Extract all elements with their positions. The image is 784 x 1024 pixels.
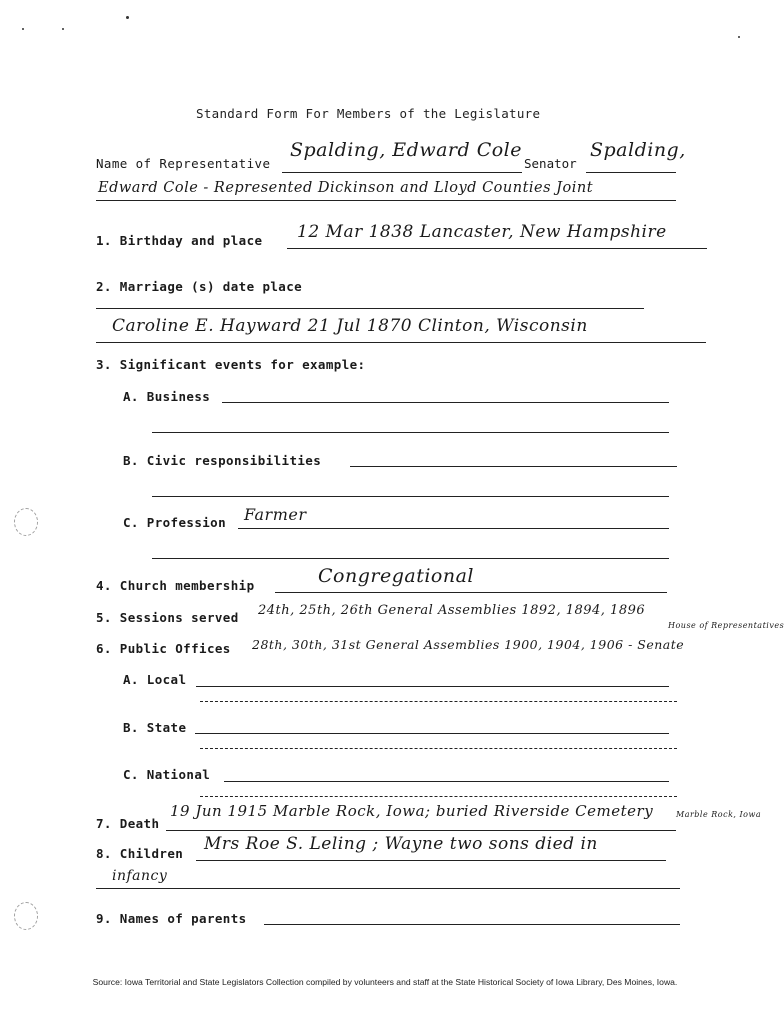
business-label-text: A. Business: [123, 389, 211, 404]
events-label-text: 3. Significant events for example:: [96, 357, 366, 372]
local-line: [196, 686, 669, 687]
sessions-value: 24th, 25th, 26th General Assemblies 1892, 1894, 1896: [258, 603, 646, 618]
name-label-text: Name of Representative: [96, 156, 271, 171]
parents-label: [96, 911, 247, 926]
death-label: [96, 816, 159, 831]
state-line2: [200, 748, 677, 749]
punch-hole: [14, 508, 38, 536]
children-label: [96, 846, 183, 861]
senator-line: [586, 172, 676, 173]
profession-line2: [152, 558, 669, 559]
local-label: [123, 672, 186, 687]
marriage-label: [96, 279, 302, 294]
parents-line: [264, 924, 680, 925]
scan-speck: [62, 28, 64, 30]
death-note: Marble Rock, Iowa: [676, 810, 762, 819]
church-value: Congregational: [318, 565, 474, 587]
name-line: [282, 172, 522, 173]
scan-speck: [738, 36, 740, 38]
senator-label: [524, 156, 577, 171]
birthday-line: [287, 248, 707, 249]
scan-speck: [22, 28, 24, 30]
marriage-line2: [96, 342, 706, 343]
offices-label: [96, 641, 231, 656]
state-line: [195, 733, 669, 734]
civic-line: [350, 466, 677, 467]
church-label-text: 4. Church membership: [96, 578, 255, 593]
marriage-value: Caroline E. Hayward 21 Jul 1870 Clinton, Wisconsin: [112, 316, 588, 336]
death-label-text: 7. Death: [96, 816, 160, 831]
offices-value: 28th, 30th, 31st General Assemblies 1900, 1904, 1906 - Senate: [252, 637, 685, 652]
death-line: [166, 830, 676, 831]
name-line2: [96, 200, 676, 201]
senator-label-text: Senator: [524, 156, 577, 171]
state-label: [123, 720, 186, 735]
civic-line2: [152, 496, 669, 497]
business-label: [123, 389, 210, 404]
form-title: Standard Form For Members of the Legislature: [196, 106, 541, 121]
marriage-line: [96, 308, 644, 309]
sessions-label-text: 5. Sessions served: [96, 610, 239, 625]
birthday-label-text: 1. Birthday and place: [96, 233, 263, 248]
local-line2: [200, 701, 677, 702]
state-label-text: B. State: [123, 720, 187, 735]
local-label-text: A. Local: [123, 672, 187, 687]
name-value: Spalding, Edward Cole: [290, 139, 523, 161]
children-line2: [96, 888, 680, 889]
sessions-note: House of Representatives: [668, 621, 784, 630]
profession-label-text: C. Profession: [123, 515, 227, 530]
children-label-text: 8. Children: [96, 846, 184, 861]
scan-speck: [126, 16, 129, 19]
national-line2: [200, 796, 677, 797]
punch-hole: [14, 902, 38, 930]
senator-value: Spalding,: [590, 139, 686, 161]
marriage-label-text: 2. Marriage (s) date place: [96, 279, 303, 294]
offices-label-text: 6. Public Offices: [96, 641, 231, 656]
national-label: [123, 767, 210, 782]
sessions-label: [96, 610, 239, 625]
profession-value: Farmer: [244, 505, 307, 524]
children-line: [196, 860, 666, 861]
church-line: [275, 592, 667, 593]
birthday-label: [96, 233, 262, 248]
children-value: Mrs Roe S. Leling ; Wayne two sons died in: [204, 834, 598, 854]
national-line: [224, 781, 669, 782]
church-label: [96, 578, 255, 593]
parents-label-text: 9. Names of parents: [96, 911, 247, 926]
children-line2-value: infancy: [112, 868, 168, 884]
civic-label-text: B. Civic responsibilities: [123, 453, 322, 468]
events-label: [96, 357, 365, 372]
name-label: [96, 156, 270, 171]
business-line: [222, 402, 669, 403]
national-label-text: C. National: [123, 767, 211, 782]
civic-label: [123, 453, 321, 468]
profession-line: [238, 528, 669, 529]
death-value: 19 Jun 1915 Marble Rock, Iowa; buried Riverside Cemetery: [170, 802, 654, 820]
source-footer: Source: Iowa Territorial and State Legislators Collection compiled by volunteers and staff at the State Historical Society of Iowa Library, Des Moines, Iowa.: [92, 977, 678, 987]
profession-label: [123, 515, 226, 530]
birthday-value: 12 Mar 1838 Lancaster, New Hampshire: [297, 222, 667, 242]
business-line2: [152, 432, 669, 433]
name-line2-value: Edward Cole - Represented Dickinson and Lloyd Counties Joint: [98, 180, 594, 196]
